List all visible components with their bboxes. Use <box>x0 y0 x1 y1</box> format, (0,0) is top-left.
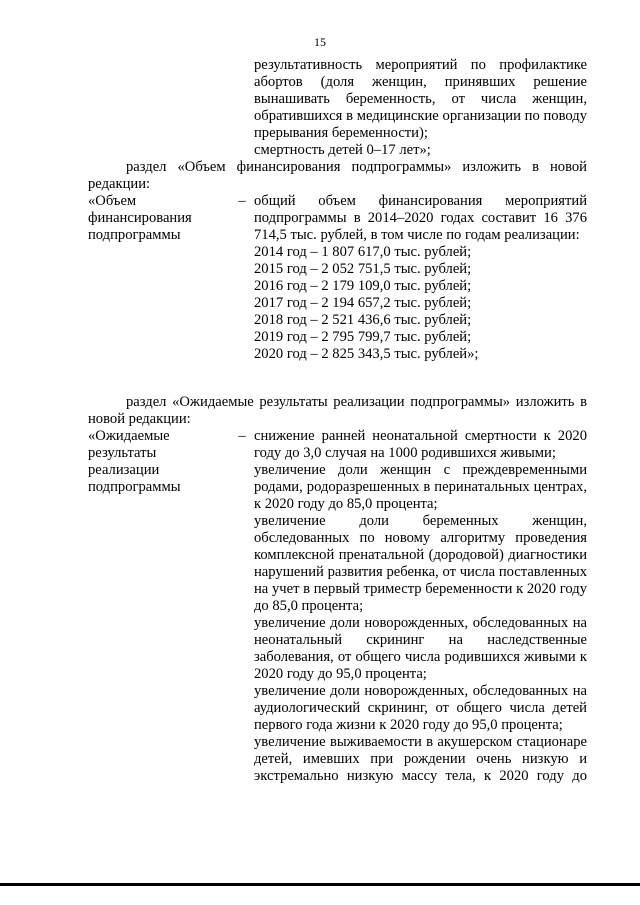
financing-year: 2018 год – 2 521 436,6 тыс. рублей; <box>254 312 472 328</box>
results-item: снижение ранней неонатальной смертности к 2020 году до 3,0 случая на 1000 родившихся живыми; <box>254 428 587 461</box>
financing-year: 2017 год – 2 194 657,2 тыс. рублей; <box>254 295 472 311</box>
financing-year: 2016 год – 2 179 109,0 тыс. рублей; <box>254 278 472 294</box>
continuation-paragraph: результативность мероприятий по профилактике абортов (доля женщин, принявших решение вынашивать беременность, от числа женщин, обратившихся в медицинские организации по поводу прерывания беременности); <box>254 57 587 141</box>
results-label: «Ожидаемые результаты реализации подпрограммы <box>88 428 181 495</box>
page-number: 15 <box>314 35 326 49</box>
financing-text: общий объем финансирования мероприятий подпрограммы в 2014–2020 годах составит 16 376 714,5 тыс. рублей, в том числе по годам реализации: <box>254 193 587 243</box>
results-item: увеличение доли беременных женщин, обследованных по новому алгоритму проведения комплексной пренатальной (дородовой) диагностики нарушений развития ребенка, от числа поставленных на учет в первый триместр беременности к 2020 году до 85,0 процента; <box>254 513 587 614</box>
section-results-intro: раздел «Ожидаемые результаты реализации подпрограммы» изложить в новой редакции: <box>88 394 587 427</box>
financing-year: 2014 год – 1 807 617,0 тыс. рублей; <box>254 244 472 260</box>
results-item: увеличение доли новорожденных, обследованных на неонатальный скрининг на наследственные заболевания, от общего числа родившихся живыми к 2020 году до 95,0 процента; <box>254 615 587 682</box>
financing-label: «Объем финансирования подпрограммы <box>88 193 192 243</box>
results-content <box>254 428 587 785</box>
financing-year: 2015 год – 2 052 751,5 тыс. рублей; <box>254 261 472 277</box>
financing-content <box>254 193 587 363</box>
continuation-block <box>254 57 587 159</box>
section-financing-intro: раздел «Объем финансирования подпрограммы» изложить в новой редакции: <box>88 159 587 192</box>
continuation-paragraph: смертность детей 0–17 лет»; <box>254 142 431 158</box>
results-dash: – <box>238 428 246 444</box>
financing-year: 2020 год – 2 825 343,5 тыс. рублей»; <box>254 346 479 362</box>
financing-year: 2019 год – 2 795 799,7 тыс. рублей; <box>254 329 472 345</box>
results-item: увеличение доли женщин с преждевременными родами, родоразрешенных в перинатальных центрах, к 2020 году до 85,0 процента; <box>254 462 587 512</box>
results-item: увеличение выживаемости в акушерском стационаре детей, имевших при рождении очень низкую и экстремально низкую массу тела, к 2020 году до <box>254 734 587 784</box>
financing-dash: – <box>238 193 246 209</box>
page-bottom-rule <box>0 883 640 886</box>
results-item: увеличение доли новорожденных, обследованных на аудиологический скрининг, от общего числа детей первого года жизни к 2020 году до 95,0 процента; <box>254 683 587 733</box>
